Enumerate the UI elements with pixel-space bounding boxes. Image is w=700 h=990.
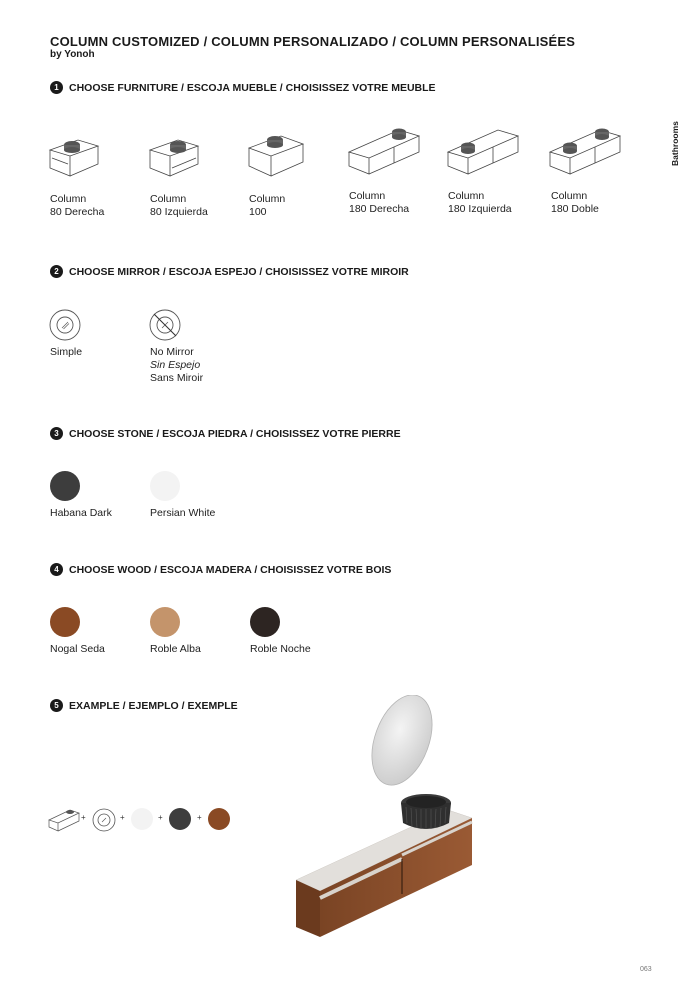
furniture-option[interactable] xyxy=(551,190,599,216)
section-title: CHOOSE WOOD / ESCOJA MADERA / CHOISISSEZ VOTRE BOIS xyxy=(69,563,392,576)
cabinet-100-icon[interactable] xyxy=(247,128,305,180)
wood-label: Roble Noche xyxy=(250,643,311,655)
example-wood-swatch xyxy=(208,808,230,830)
furniture-option-line2: 100 xyxy=(249,206,267,218)
cabinet-example-icon xyxy=(48,806,80,834)
plus-sign: + xyxy=(197,813,202,822)
example-stone-swatch xyxy=(131,808,153,830)
wood-label: Roble Alba xyxy=(150,643,201,655)
wood-swatch-nogal-seda[interactable] xyxy=(50,607,80,637)
wood-swatch-roble-alba[interactable] xyxy=(150,607,180,637)
section-title: CHOOSE STONE / ESCOJA PIEDRA / CHOISISSEZ VOTRE PIERRE xyxy=(69,427,401,440)
page-subtitle: by Yonoh xyxy=(50,49,95,60)
mirror-option[interactable] xyxy=(50,346,82,359)
mirror-option-line3: Sans Miroir xyxy=(150,372,204,384)
section-title: CHOOSE FURNITURE / ESCOJA MUEBLE / CHOISISSEZ VOTRE MEUBLE xyxy=(69,81,436,94)
cabinet-180-left-icon[interactable] xyxy=(446,122,520,178)
section-number: 2 xyxy=(50,265,63,278)
section-mirror-heading xyxy=(50,265,409,278)
furniture-option-line1: Column xyxy=(50,193,87,205)
section-example-heading xyxy=(50,699,238,712)
furniture-option-line2: 80 Izquierda xyxy=(150,206,208,218)
wood-label: Nogal Seda xyxy=(50,643,105,655)
cabinet-180-double-icon[interactable] xyxy=(548,122,622,178)
mirror-option-line2: Sin Espejo xyxy=(150,359,201,371)
page-number: 063 xyxy=(640,966,652,973)
page-title: COLUMN CUSTOMIZED / COLUMN PERSONALIZADO / COLUMN PERSONALISÉES xyxy=(50,34,576,49)
furniture-option-line1: Column xyxy=(150,193,187,205)
mirror-icon[interactable] xyxy=(49,309,81,341)
plus-sign: + xyxy=(81,813,86,822)
section-title: EXAMPLE / EJEMPLO / EXEMPLE xyxy=(69,699,238,712)
furniture-option-line1: Column xyxy=(551,190,588,202)
mirror-option-line1: Simple xyxy=(50,346,83,358)
side-tab-label: Bathrooms xyxy=(670,121,680,166)
furniture-option-line1: Column xyxy=(448,190,485,202)
mirror-option[interactable] xyxy=(150,346,203,385)
furniture-option[interactable] xyxy=(249,193,285,219)
wood-swatch-roble-noche[interactable] xyxy=(250,607,280,637)
furniture-option[interactable] xyxy=(448,190,512,216)
furniture-option-line1: Column xyxy=(249,193,286,205)
furniture-option-line2: 180 Doble xyxy=(551,203,599,215)
mirror-example-icon xyxy=(92,808,116,832)
cabinet-80-left-icon[interactable] xyxy=(148,132,200,180)
stone-swatch-habana-dark[interactable] xyxy=(50,471,80,501)
section-number: 4 xyxy=(50,563,63,576)
stone-label: Habana Dark xyxy=(50,507,112,519)
section-furniture-heading xyxy=(50,81,436,94)
stone-swatch-persian-white[interactable] xyxy=(150,471,180,501)
section-number: 1 xyxy=(50,81,63,94)
stone-label: Persian White xyxy=(150,507,216,519)
furniture-option[interactable] xyxy=(349,190,409,216)
example-stone-swatch xyxy=(169,808,191,830)
example-product-render xyxy=(290,695,490,945)
furniture-option-line1: Column xyxy=(349,190,386,202)
no-mirror-icon[interactable] xyxy=(149,309,181,341)
plus-sign: + xyxy=(120,813,125,822)
cabinet-180-right-icon[interactable] xyxy=(347,122,421,178)
furniture-option[interactable] xyxy=(150,193,208,219)
furniture-option-line2: 80 Derecha xyxy=(50,206,105,218)
furniture-option-line2: 180 Derecha xyxy=(349,203,410,215)
furniture-option[interactable] xyxy=(50,193,104,219)
mirror-option-line1: No Mirror xyxy=(150,346,194,358)
section-number: 5 xyxy=(50,699,63,712)
section-title: CHOOSE MIRROR / ESCOJA ESPEJO / CHOISISSEZ VOTRE MIROIR xyxy=(69,265,409,278)
cabinet-80-right-icon[interactable] xyxy=(48,132,100,180)
furniture-option-line2: 180 Izquierda xyxy=(448,203,512,215)
round-mirror xyxy=(361,695,444,793)
section-number: 3 xyxy=(50,427,63,440)
plus-sign: + xyxy=(158,813,163,822)
section-stone-heading xyxy=(50,427,401,440)
section-wood-heading xyxy=(50,563,391,576)
